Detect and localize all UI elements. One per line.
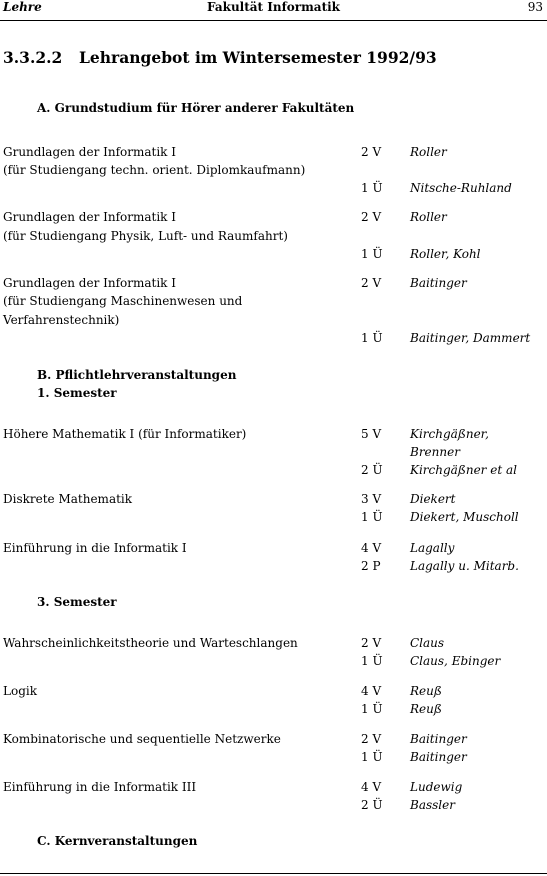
course-hours: 4 V — [361, 541, 382, 555]
block-b-heading: B. Pflichtlehrveranstaltungen — [37, 368, 237, 382]
section-number: 3.3.2.2 — [3, 48, 63, 67]
course-title: Einführung in die Informatik I — [3, 541, 187, 555]
course-lecturer: Claus — [410, 636, 445, 650]
block-c-heading: C. Kernveranstaltungen — [37, 834, 198, 848]
course-title: Grundlagen der Informatik I — [3, 145, 177, 159]
course-hours: 1 Ü — [361, 750, 383, 764]
course-title: Diskrete Mathematik — [3, 492, 133, 506]
footer-rule — [0, 873, 547, 874]
course-hours: 2 V — [361, 210, 382, 224]
course-subtitle: (für Studiengang Physik, Luft- und Raumfahrt) — [3, 229, 288, 243]
course-lecturer: Lagally u. Mitarb. — [410, 559, 519, 573]
course-lecturer: Kirchgäßner et al — [410, 463, 517, 477]
header-rule — [0, 20, 547, 21]
course-title: Wahrscheinlichkeitstheorie und Warteschlangen — [3, 636, 298, 650]
course-title: Höhere Mathematik I (für Informatiker) — [3, 427, 247, 441]
block-a-heading: A. Grundstudium für Hörer anderer Fakultäten — [37, 101, 355, 115]
course-lecturer: Lagally — [410, 541, 455, 555]
section-heading — [3, 48, 437, 67]
course-hours: 2 P — [361, 559, 381, 573]
course-hours: 1 Ü — [361, 331, 383, 345]
course-hours: 2 V — [361, 636, 382, 650]
course-hours: 4 V — [361, 684, 382, 698]
course-lecturer: Roller — [410, 210, 447, 224]
course-lecturer: Reuß — [410, 684, 442, 698]
course-lecturer: Roller, Kohl — [410, 247, 481, 261]
course-subtitle: (für Studiengang Maschinenwesen und — [3, 294, 243, 308]
course-lecturer: Baitinger — [410, 276, 467, 290]
course-hours: 2 Ü — [361, 798, 383, 812]
semester-3-heading: 3. Semester — [37, 595, 117, 609]
course-lecturer: Baitinger — [410, 732, 467, 746]
header-faculty: Fakultät Informatik — [207, 0, 340, 14]
page-number: 93 — [527, 0, 543, 14]
course-lecturer: Claus, Ebinger — [410, 654, 501, 668]
course-hours: 5 V — [361, 427, 382, 441]
course-hours: 2 V — [361, 732, 382, 746]
course-lecturer: Baitinger — [410, 750, 467, 764]
course-hours: 1 Ü — [361, 247, 383, 261]
course-lecturer: Bassler — [410, 798, 455, 812]
course-lecturer: Diekert — [410, 492, 456, 506]
semester-1-heading: 1. Semester — [37, 386, 117, 400]
page-header — [0, 0, 547, 20]
course-lecturer: Nitsche-Ruhland — [410, 181, 512, 195]
course-hours: 4 V — [361, 780, 382, 794]
header-chapter: Lehre — [3, 0, 42, 14]
course-lecturer: Roller — [410, 145, 447, 159]
course-hours: 1 Ü — [361, 702, 383, 716]
course-lecturer: Diekert, Muscholl — [410, 510, 519, 524]
course-lecturer: Reuß — [410, 702, 442, 716]
course-hours: 2 V — [361, 145, 382, 159]
course-title: Grundlagen der Informatik I — [3, 210, 177, 224]
section-title: Lehrangebot im Wintersemester 1992/93 — [79, 48, 437, 67]
course-title: Einführung in die Informatik III — [3, 780, 197, 794]
course-title: Logik — [3, 684, 37, 698]
course-lecturer: Kirchgäßner, — [410, 427, 489, 441]
course-title: Grundlagen der Informatik I — [3, 276, 177, 290]
course-lecturer: Ludewig — [410, 780, 463, 794]
course-subtitle: Verfahrenstechnik) — [3, 313, 120, 327]
course-hours: 3 V — [361, 492, 382, 506]
course-hours: 2 Ü — [361, 463, 383, 477]
course-lecturer: Baitinger, Dammert — [410, 331, 531, 345]
course-lecturer: Brenner — [410, 445, 460, 459]
course-hours: 1 Ü — [361, 654, 383, 668]
course-subtitle: (für Studiengang techn. orient. Diplomkaufmann) — [3, 163, 306, 177]
course-title: Kombinatorische und sequentielle Netzwerke — [3, 732, 281, 746]
course-hours: 1 Ü — [361, 181, 383, 195]
course-hours: 2 V — [361, 276, 382, 290]
course-hours: 1 Ü — [361, 510, 383, 524]
